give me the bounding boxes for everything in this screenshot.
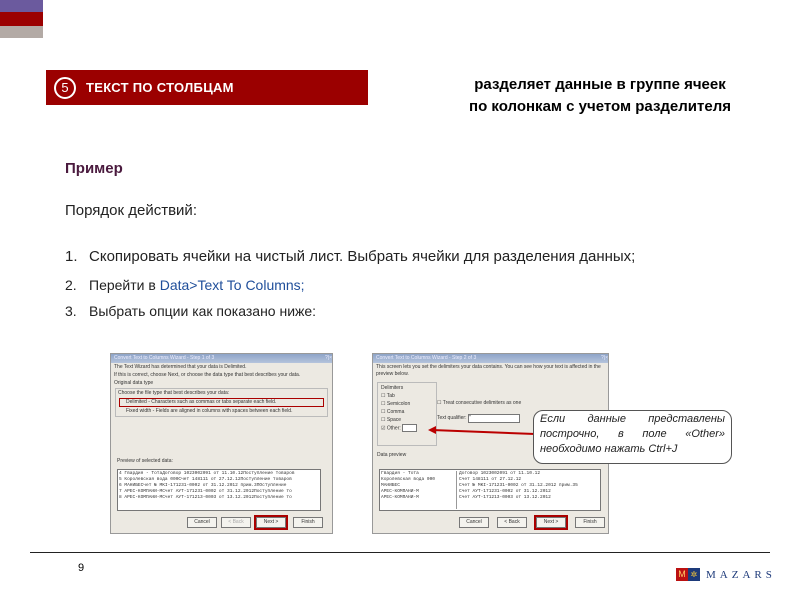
preview-label: Data preview [377,452,407,458]
wizard-step1-screenshot [110,353,333,534]
headline-line1: разделяет данные в группе ячеек [474,76,726,93]
checkbox-other[interactable]: ☑ Other: [381,424,433,432]
example-title: Пример [65,160,123,177]
label: Semicolon [386,401,411,407]
finish-button[interactable]: Finish [575,517,605,528]
order-title: Порядок действий: [65,202,197,219]
step-text: Выбрать опции как показано ниже: [89,303,317,319]
checkbox-semicolon[interactable]: ☐ Semicolon [381,401,411,407]
headline [420,74,780,118]
step-number: 1. [65,248,78,265]
page-number: 9 [78,562,85,574]
section-banner [46,70,368,105]
logo-text: MAZARS [706,568,776,581]
preview-cell: Счет АУТ-171231-0002 от 31.12.2012 [459,489,551,494]
step-number: 3. [65,303,77,319]
label: Space [386,417,402,423]
checkbox-comma[interactable]: ☐ Comma [381,409,405,415]
checkbox-space[interactable]: ☐ Space [381,417,402,423]
data-preview [379,469,601,511]
preview-cell: АРЕС-КОМПАНИ-М [381,489,419,494]
data-preview [117,469,321,511]
step-3 [65,303,316,319]
callout-arrow [420,420,540,440]
logo-stars-icon: ✲ [688,568,700,581]
step-2 [65,277,305,293]
info-text: This screen lets you set the delimiters your data contains. You can see how your text is affected in the preview below. [376,364,601,377]
logo-m: M [676,568,688,581]
preview-row: 8 АРЕС-КОМПАНИ-МСчет АУТ-171213-0003 от 13.12.2012Поступление то [119,495,292,500]
footer-divider [30,552,770,553]
section-number: 5 [54,77,76,99]
preview-cell: АРЕС-КОМПАНИ-М [381,495,419,500]
back-button[interactable]: < Back [497,517,527,528]
callout-note: Если данные представлены построчно, в поле «Other» необходимо нажать Ctrl+J [533,410,732,464]
label: Treat consecutive delimiters as one [442,400,522,406]
preview-cell: МАНИБЕС [381,483,400,488]
preview-label: Preview of selected data: [117,458,173,464]
cancel-button[interactable]: Cancel [187,517,217,528]
preview-cell: Гвардия - Тота [381,471,419,476]
headline-line2: по колонкам с учетом разделителя [469,98,731,115]
radio-fixed-width[interactable]: Fixed width - Fields are aligned in columns with spaces between each field. [126,408,293,414]
title-bar [373,354,608,363]
next-button[interactable]: Next > [256,517,286,528]
preview-cell: Королевская вода 000 [381,477,436,482]
group-label: Delimiters [381,385,404,391]
dialog-title: Convert Text to Columns Wizard - Step 1 of 3 [114,355,215,361]
label: Tab [386,393,395,399]
deco-stripe-red [0,12,43,26]
back-button[interactable]: < Back [221,517,251,528]
label: Text qualifier: [437,415,467,421]
dialog-title: Convert Text to Columns Wizard - Step 2 of 3 [376,355,477,361]
finish-button[interactable]: Finish [293,517,323,528]
info-text: The Text Wizard has determined that your data is Delimited. [114,364,247,370]
label: Other: [386,425,401,432]
step-text: Скопировать ячейки на чистый лист. Выбрать ячейки для разделения данных; [89,248,636,265]
preview-row: 5 Королевская вода 000Счет 148111 от 27.12.12Поступление товаров [119,477,292,482]
deco-stripe-purple [0,0,43,12]
group-label: Original data type [114,380,154,386]
preview-cell: Договор 1023002091 от 11.10.12 [459,471,541,476]
preview-cell: Счет № MKI-171231-0002 от 31.12.2012 прим.35 [459,483,578,488]
mazars-logo [676,568,776,581]
menu-path: Data>Text To Columns; [159,277,305,293]
label: Comma [386,409,405,415]
section-title: ТЕКСТ ПО СТОЛБЦАМ [86,80,234,95]
qualifier-select[interactable]: " [468,414,520,423]
preview-row: 4 Гвардия - ТотаДоговор 1023002091 от 11.10.12Поступление товаров [119,471,295,476]
checkbox-tab[interactable]: ☐ Tab [381,393,395,399]
deco-stripe-gray [0,26,43,38]
step-1 [65,248,635,265]
preview-row: 6 МАНИБЕСчет № MKI-171231-0002 от 31.12.2012 прим.3ПОступление [119,483,287,488]
preview-row: 7 АРЕС-КОМПАНИ-МСчет АУТ-171231-0002 от 31.12.2012Поступление то [119,489,292,494]
checkbox-consecutive[interactable]: ☐ Treat consecutive delimiters as one [437,400,522,406]
title-bar [111,354,332,363]
help-close-icon[interactable]: ?|× [601,355,608,361]
choose-label: Choose the file type that best describes your data: [118,390,230,396]
radio-delimited[interactable]: Delimited - Characters such as commas or tabs separate each field. [120,399,323,406]
next-button[interactable]: Next > [536,517,566,528]
cancel-button[interactable]: Cancel [459,517,489,528]
info-text: If this is correct, choose Next, or choose the data type that best describes your data. [114,372,301,378]
step-text: Перейти в [89,277,160,293]
preview-cell: Счет АУТ-171213-0003 от 13.12.2012 [459,495,551,500]
step-number: 2. [65,277,77,293]
help-close-icon[interactable]: ?|× [325,355,332,361]
preview-cell: Счет 148111 от 27.12.12 [459,477,522,482]
other-input[interactable] [402,424,417,432]
